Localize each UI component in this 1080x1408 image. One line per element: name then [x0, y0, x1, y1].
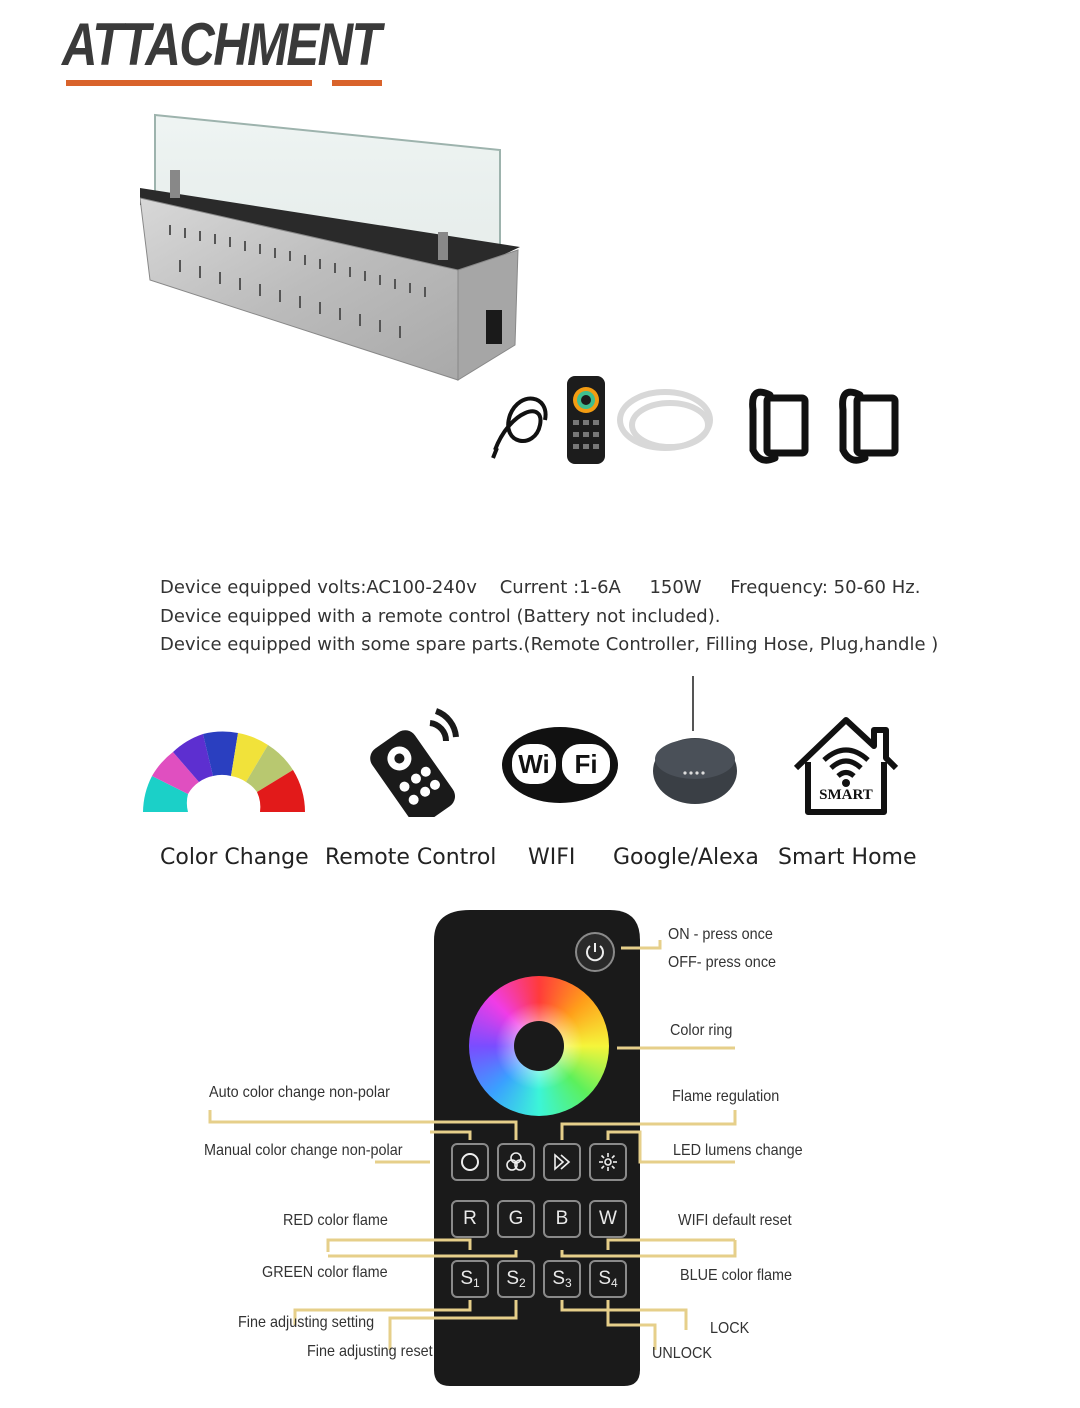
annotation-blue-flame: BLUE color flame [680, 1267, 793, 1284]
annotation-flame-regulation: Flame regulation [672, 1088, 780, 1105]
feature-label-google-alexa: Google/Alexa [613, 845, 759, 870]
blue-button[interactable]: B [543, 1200, 581, 1238]
smart-home-badge: SMART [819, 787, 873, 803]
circle-icon [459, 1151, 481, 1173]
annotation-color-ring: Color ring [670, 1022, 733, 1039]
s3-button[interactable]: S 3 [543, 1260, 581, 1298]
rgb-circles-icon [504, 1150, 528, 1174]
spec-line-power: Device equipped volts:AC100-240v Current :1-6A 150W Frequency: 50-60 Hz. [160, 577, 921, 598]
power-cord-icon [493, 399, 546, 458]
smart-speaker-icon [648, 676, 743, 806]
feature-label-remote-control: Remote Control [325, 845, 497, 870]
annotation-green-flame: GREEN color flame [262, 1264, 388, 1281]
feature-label-wifi: WIFI [528, 845, 576, 870]
title-underline [66, 80, 312, 86]
handle-icon [753, 392, 895, 460]
annotation-red-flame: RED color flame [283, 1212, 388, 1229]
s2-button[interactable]: S 2 [497, 1260, 535, 1298]
white-button[interactable]: W [589, 1200, 627, 1238]
page-title: ATTACHMENT [62, 11, 380, 78]
remote-control-accessory-icon [567, 376, 605, 464]
annotation-auto-color: Auto color change non-polar [209, 1084, 390, 1101]
annotation-led-lumens: LED lumens change [673, 1142, 803, 1159]
manual-color-button[interactable] [497, 1143, 535, 1181]
led-lumens-button[interactable] [589, 1143, 627, 1181]
color-ring[interactable] [469, 976, 609, 1116]
spec-line-remote: Device equipped with a remote control (Battery not included). [160, 606, 721, 627]
auto-color-button[interactable] [451, 1143, 489, 1181]
filling-hose-icon [620, 392, 710, 448]
wifi-logo-left: Wi [518, 748, 550, 779]
annotation-on: ON - press once [668, 926, 773, 943]
annotation-lock: LOCK [710, 1320, 750, 1337]
spec-line-parts: Device equipped with some spare parts.(Remote Controller, Filling Hose, Plug,handle ) [160, 634, 939, 655]
power-button[interactable] [575, 932, 615, 972]
wifi-logo-icon [500, 724, 620, 806]
wifi-logo-right: Fi [574, 748, 598, 779]
play-forward-icon [551, 1151, 573, 1173]
annotation-off: OFF- press once [668, 954, 777, 971]
red-button[interactable]: R [451, 1200, 489, 1238]
annotation-manual-color: Manual color change non-polar [204, 1142, 403, 1159]
feature-label-color-change: Color Change [160, 845, 309, 870]
s1-button[interactable]: S 1 [451, 1260, 489, 1298]
fireplace-insert-image [140, 110, 530, 385]
smart-home-icon [790, 714, 902, 818]
title-underline-short [332, 80, 382, 86]
flame-regulation-button[interactable] [543, 1143, 581, 1181]
brightness-icon [597, 1151, 619, 1173]
accessories-image [485, 370, 915, 480]
green-button[interactable]: G [497, 1200, 535, 1238]
annotation-fine-setting: Fine adjusting setting [238, 1314, 375, 1331]
s4-button[interactable]: S 4 [589, 1260, 627, 1298]
feature-label-smart-home: Smart Home [778, 845, 917, 870]
annotation-fine-reset: Fine adjusting reset [307, 1343, 433, 1360]
color-wheel-icon [143, 730, 305, 815]
remote-icon [348, 705, 460, 817]
annotation-wifi-reset: WIFI default reset [678, 1212, 792, 1229]
power-icon [584, 941, 606, 963]
annotation-unlock: UNLOCK [652, 1345, 713, 1362]
